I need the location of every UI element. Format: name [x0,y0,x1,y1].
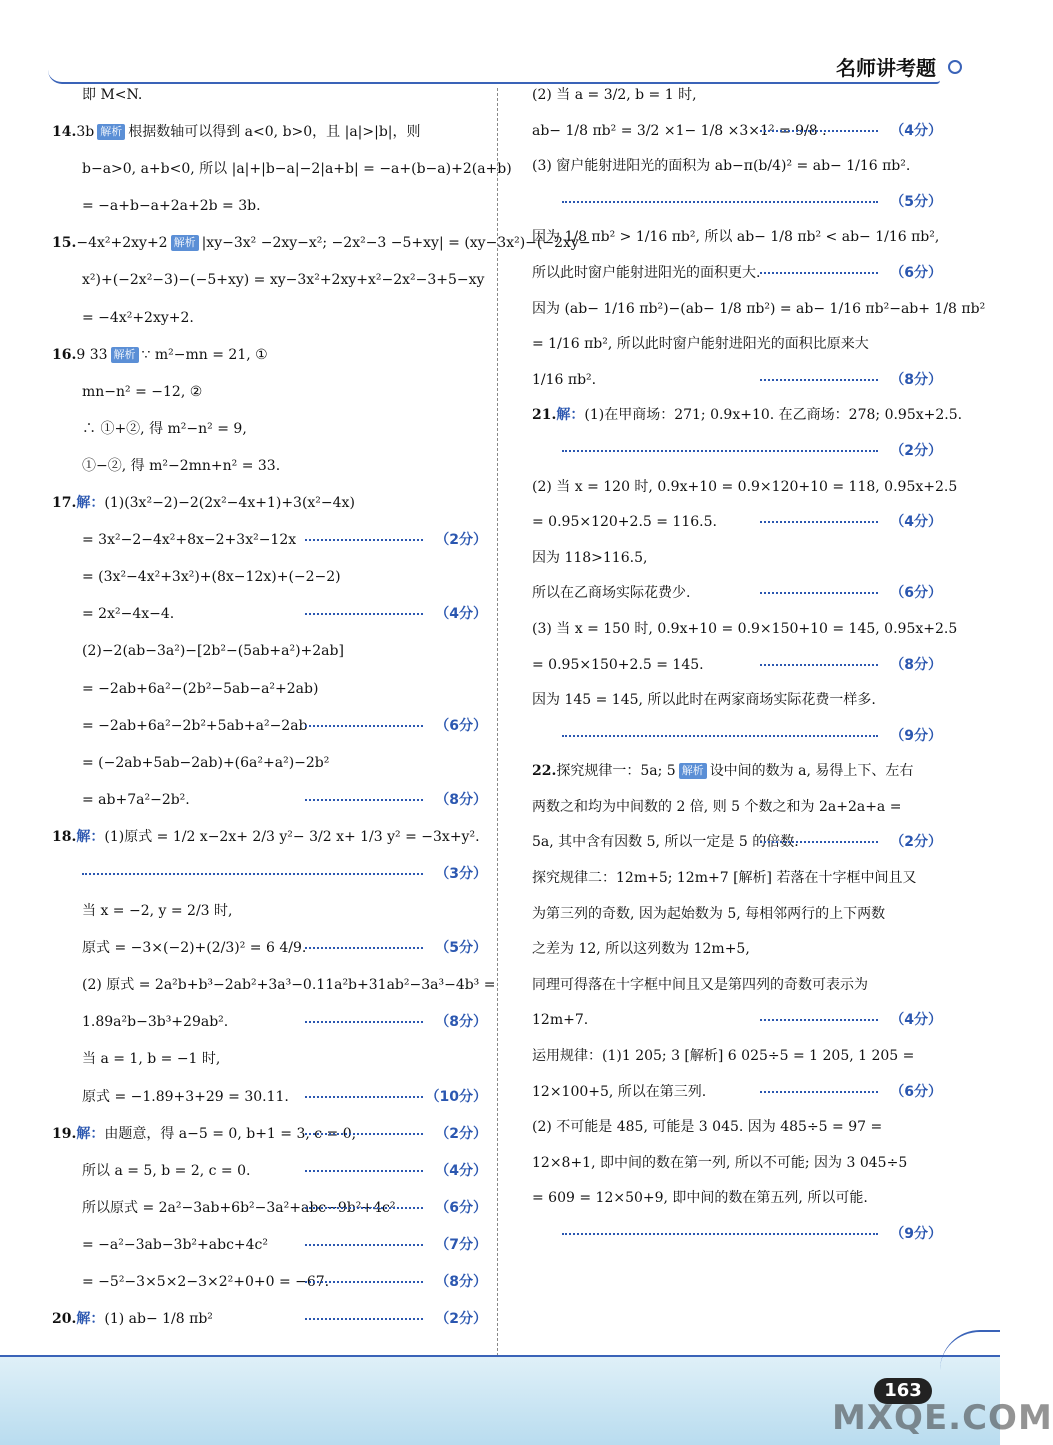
dotted-leader [305,1318,423,1320]
solution-line [532,974,942,996]
line-text: (1) ab− 1/8 πb² [104,1311,213,1328]
solution-line [532,547,942,569]
footer-curve [940,1330,1000,1372]
solution-line [532,226,942,248]
solution-line [52,789,487,811]
line-text: 所以此时窗户能射进阳光的面积更大. [532,264,761,281]
score-label: （6分） [890,264,942,281]
score-label: （2分） [890,834,942,851]
solution-line [532,1045,942,1067]
line-text: 两数之和均为中间数的 2 倍, 则 5 个数之和为 2a+2a+a = [532,798,902,815]
line-text: (3) 当 x = 150 时, 0.9x+10 = 0.9×150+10 = 145, 0.95x+2.5 [532,620,958,637]
dotted-leader [305,539,423,541]
solution-line [532,1116,942,1138]
solution-line [52,1011,487,1033]
dotted-leader [562,450,878,452]
solution-line [52,307,487,329]
score-label: （4分） [435,606,487,623]
solution-line [52,418,487,440]
line-text: = −a²−3ab−3b²+abc+4c² [82,1236,268,1253]
dotted-leader [82,873,423,875]
solution-line [532,1081,942,1103]
dotted-leader [305,1207,423,1209]
solution-line [52,1197,487,1219]
solution-label: 解： [76,495,105,512]
page-number: 163 [874,1378,932,1404]
solution-line [532,511,942,533]
dotted-leader [760,841,878,843]
question-number: 21. [532,407,557,424]
dotted-leader [562,201,878,203]
analysis-tag: 解析 [679,763,707,779]
solution-line [52,974,496,996]
line-text: = ab+7a²−2b². [82,791,190,808]
solution-line [532,155,942,177]
solution-line [52,752,487,774]
dotted-leader [305,1133,423,1135]
answer-text: 探究规律一：5a; 5 [556,763,676,780]
dotted-leader [305,947,423,949]
solution-line [532,369,942,391]
score-label: （6分） [435,1199,487,1216]
line-text: b−a>0, a+b<0, 所以 |a|+|b−a|−2|a+b| = −a+(b−a)+2(a+b) [82,161,512,178]
line-text: 因为 118>116.5, [532,549,648,566]
dotted-leader [760,521,878,523]
question-number: 22. [532,763,557,780]
question-number: 18. [52,828,77,845]
solution-line [52,381,487,403]
score-label: （8分） [435,1014,487,1031]
solution-line [532,903,942,925]
score-label: （2分） [435,1125,487,1142]
line-text: 当 x = −2, y = 2/3 时, [82,903,233,920]
score-label: （2分） [435,532,487,549]
solution-line [532,654,942,676]
solution-line [532,333,942,355]
line-text: 所以原式 = 2a²−3ab+6b²−3a²+abc−9b²+4c² [82,1199,396,1216]
line-text: = −2ab+6a²−(2b²−5ab−a²+2ab) [82,680,319,697]
column-divider [497,88,498,1356]
line-text: |xy−3x² −2xy−x²; −2x²−3 −5+xy| = (xy−3x²)−(−2xy− [201,235,591,252]
solution-line [532,938,942,960]
circle-icon [948,60,962,74]
line-text: ①−②, 得 m²−2mn+n² = 33. [82,457,281,474]
score-label: （10分） [425,1088,487,1105]
score-label: （8分） [435,791,487,808]
line-text: 设中间的数为 a, 易得上下、左右 [709,763,914,780]
question-number: 19. [52,1125,77,1142]
score-label: （8分） [890,371,942,388]
solution-line [52,678,487,700]
solution-line [52,344,487,366]
line-text: (2) 不可能是 485, 可能是 3 045. 因为 485÷5 = 97 = [532,1119,883,1136]
line-text: 为第三列的奇数, 因为起始数为 5, 每相邻两行的上下两数 [532,905,886,922]
solution-line [532,1009,942,1031]
dotted-leader [305,1096,423,1098]
line-text: 1/16 πb². [532,371,597,388]
solution-line [52,863,487,885]
solution-line [52,1234,487,1256]
solution-line [52,1086,487,1108]
right-column [532,84,986,1259]
solution-line [52,1271,487,1293]
line-text: 运用规律：(1)1 205; 3 [解析] 6 025÷5 = 1 205, 1 205 = [532,1048,915,1065]
header-rule [48,70,940,84]
question-number: 20. [52,1311,77,1328]
line-text: = 0.95×150+2.5 = 145. [532,656,704,673]
line-text: mn−n² = −12, ② [82,383,203,400]
solution-line [52,269,487,291]
line-text: 因为 145 = 145, 所以此时在两家商场实际花费一样多. [532,692,876,709]
line-text: 12×8+1, 即中间的数在第一列, 所以不可能; 因为 3 045÷5 [532,1154,908,1171]
line-text: 探究规律二：12m+5; 12m+7 [解析] 若落在十字框中间且又 [532,870,917,887]
answer-text: 3b [76,124,95,141]
dotted-leader [305,725,423,727]
dotted-leader [305,1170,423,1172]
question-number: 14. [52,124,77,141]
line-text: 1.89a²b−3b³+29ab². [82,1014,229,1031]
score-label: （9分） [890,727,942,744]
solution-line [532,689,942,711]
analysis-tag: 解析 [111,347,139,363]
solution-line [532,262,942,284]
answer-text: −4x²+2xy+2 [76,235,168,252]
dotted-leader [760,379,878,381]
line-text: (3) 窗户能射进阳光的面积为 ab−π(b/4)² = ab− 1/16 πb². [532,158,911,175]
line-text: (2) 当 a = 3/2, b = 1 时, [532,87,697,103]
solution-line [532,298,986,320]
line-text: 所以在乙商场实际花费少. [532,585,691,602]
line-text: = 609 = 12×50+9, 即中间的数在第五列, 所以可能. [532,1190,868,1207]
line-text: = 0.95×120+2.5 = 116.5. [532,514,717,531]
score-label: （4分） [890,1012,942,1029]
score-label: （4分） [890,122,942,139]
dotted-leader [305,1244,423,1246]
line-text: x²)+(−2x²−3)−(−5+xy) = xy−3x²+2xy+x²−2x²−3+5−xy [82,272,485,289]
line-text: = (3x²−4x²+3x²)+(8x−12x)+(−2−2) [82,569,341,586]
score-label: （4分） [890,514,942,531]
line-text: = −4x²+2xy+2. [82,309,194,326]
dotted-leader [305,799,423,801]
analysis-tag: 解析 [97,124,125,140]
score-label: （6分） [435,717,487,734]
solution-line [52,566,487,588]
question-number: 16. [52,346,77,363]
line-text: 根据数轴可以得到 a<0, b>0，且 |a|>|b|，则 [128,124,421,141]
line-text: = −2ab+6a²−2b²+5ab+a²−2ab [82,717,308,734]
question-number: 15. [52,235,77,252]
score-label: （6分） [890,1083,942,1100]
score-label: （3分） [435,865,487,882]
solution-line [532,1152,942,1174]
solution-line [532,84,942,106]
line-text: = −5²−3×5×2−3×2²+0+0 = −67. [82,1274,330,1290]
solution-line [52,492,487,514]
dotted-leader [760,1091,878,1093]
solution-label: 解： [76,1311,105,1328]
score-label: （6分） [890,585,942,602]
score-label: （9分） [890,1226,942,1242]
line-text: ∴ ①+②, 得 m²−n² = 9, [82,420,247,437]
solution-line [532,582,942,604]
solution-line [52,1160,487,1182]
line-text: 因为 (ab− 1/16 πb²)−(ab− 1/8 πb²) = ab− 1/16 πb²−ab+ 1/8 πb² [532,300,986,317]
solution-line [52,826,487,848]
line-text: 12m+7. [532,1012,589,1029]
score-label: （2分） [435,1311,487,1328]
solution-line [532,867,942,889]
score-label: （4分） [435,1162,487,1179]
watermark: MXQE.COM [832,1398,1053,1438]
dotted-leader [760,272,878,274]
line-text: 原式 = −1.89+3+29 = 30.11. [82,1088,289,1105]
analysis-tag: 解析 [171,235,199,251]
line-text: (2) 原式 = 2a²b+b³−2ab²+3a³−0.11a²b+31ab²−3a³−4b³ = [82,977,496,994]
solution-label: 解： [556,407,585,424]
solution-line [52,640,487,662]
line-text: 5a, 其中含有因数 5, 所以一定是 5 的倍数. [532,834,799,851]
line-text: 即 M<N. [82,87,143,103]
line-text: (1)(3x²−2)−2(2x²−4x+1)+3(x²−4x) [104,495,355,512]
solution-line [532,725,942,747]
score-label: （8分） [890,656,942,673]
score-label: （7分） [435,1236,487,1253]
solution-line [532,476,958,498]
score-label: （2分） [890,442,942,459]
line-text: ∵ m²−mn = 21, ① [141,346,268,363]
dotted-leader [562,735,878,737]
line-text: 由题意，得 a−5 = 0, b+1 = 3, c = 0, [104,1125,357,1142]
solution-line [52,84,487,106]
dotted-leader [760,130,878,132]
score-label: （5分） [435,940,487,957]
solution-line [52,529,487,551]
line-text: = 3x²−2−4x²+8x−2+3x²−12x [82,532,297,549]
line-text: ab− 1/8 πb² = 3/2 ×1− 1/8 ×3×1² = 9/8 . [532,122,827,139]
line-text: = 1/16 πb², 所以此时窗户能射进阳光的面积比原来大 [532,336,869,353]
solution-line [532,120,942,142]
dotted-leader [760,664,878,666]
line-text: = −a+b−a+2a+2b = 3b. [82,198,261,215]
score-label: （5分） [890,193,942,210]
dotted-leader [760,1019,878,1021]
header-title: 名师讲考题 [836,56,936,80]
line-text: (1)原式 = 1/2 x−2x+ 2/3 y²− 3/2 x+ 1/3 y² = −3x+y². [104,828,480,845]
solution-line [532,618,958,640]
line-text: (2)−2(ab−3a²)−[2b²−(5ab+a²)+2ab] [82,643,344,660]
solution-line [532,1223,942,1245]
line-text: 原式 = −3×(−2)+(2/3)² = 6 4/9. [82,940,307,957]
line-text: 当 a = 1, b = −1 时, [82,1051,221,1068]
solution-label: 解： [76,828,105,845]
dotted-leader [760,592,878,594]
line-text: (2) 当 x = 120 时, 0.9x+10 = 0.9×120+10 = 118, 0.95x+2.5 [532,478,958,495]
solution-label: 解： [76,1125,105,1142]
solution-line [52,121,487,143]
solution-line [52,1308,487,1330]
line-text: = 2x²−4x−4. [82,606,175,623]
solution-line [532,760,942,782]
line-text: 因为 1/8 πb² > 1/16 πb², 所以 ab− 1/8 πb² < ab− 1/16 πb², [532,229,940,246]
solution-line [52,1123,487,1145]
line-text: 之差为 12, 所以这列数为 12m+5, [532,941,750,958]
dotted-leader [305,1021,423,1023]
score-label: （8分） [435,1274,487,1290]
dotted-leader [305,613,423,615]
line-text: 所以 a = 5, b = 2, c = 0. [82,1162,251,1179]
line-text: 同理可得落在十字框中间且又是第四列的奇数可表示为 [532,976,868,993]
solution-line [52,195,487,217]
solution-line [52,715,487,737]
solution-line [532,440,942,462]
solution-line [52,232,591,254]
solution-line [532,796,942,818]
solution-line [532,404,963,426]
dotted-leader [562,1233,878,1235]
solution-line [532,1187,942,1209]
solution-line [52,158,512,180]
line-text: (1)在甲商场：271; 0.9x+10. 在乙商场：278; 0.95x+2.5. [584,407,963,424]
solution-line [52,1048,487,1070]
answer-text: 9 33 [76,346,108,363]
dotted-leader [305,1281,423,1283]
line-text: = (−2ab+5ab−2ab)+(6a²+a²)−2b² [82,754,330,771]
solution-line [52,455,487,477]
solution-line [532,191,942,213]
solution-line [532,831,942,853]
question-number: 17. [52,495,77,512]
solution-line [52,900,487,922]
line-text: 12×100+5, 所以在第三列. [532,1083,707,1100]
solution-line [52,937,487,959]
solution-line [52,603,487,625]
